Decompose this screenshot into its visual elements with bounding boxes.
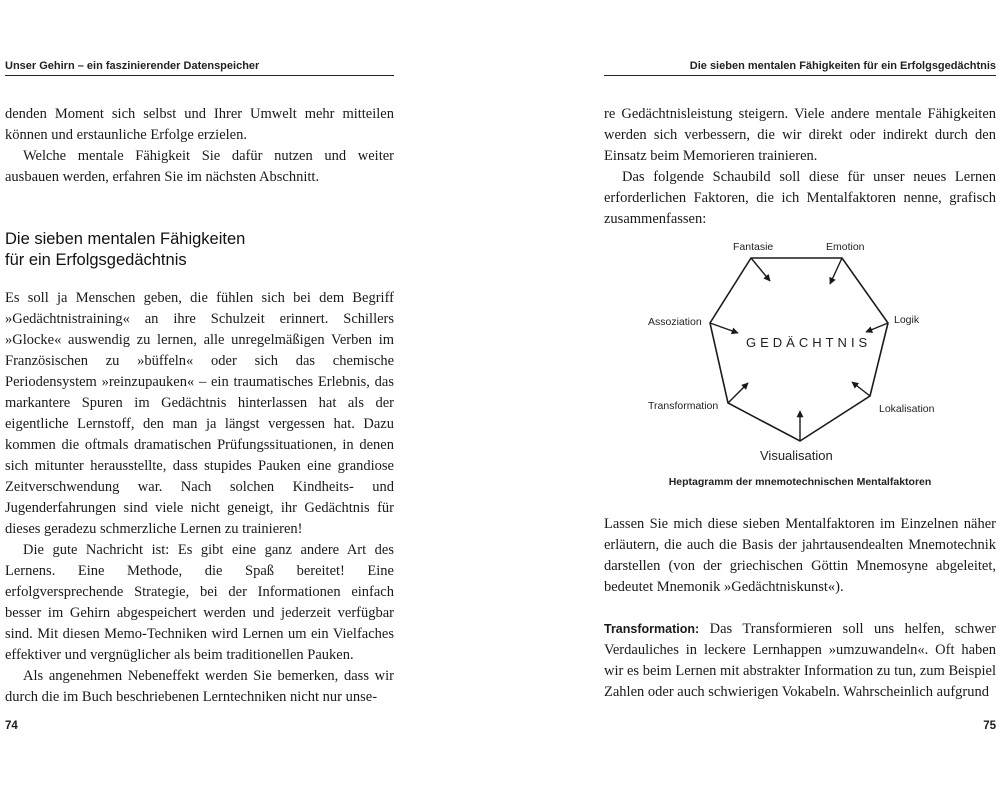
arrow-transformation (728, 383, 748, 403)
arrow-assoziation (710, 323, 738, 333)
intro-text (5, 104, 394, 188)
arrow-lokalisation (852, 382, 870, 396)
paragraph: Die gute Nachricht ist: Es gibt eine ganz andere Art des Lernens. Eine Methode, die Spaß bereitet! Eine erfolgversprechende Strategie, bei der Informationen einfach besser im Gehirn abgespeichert werden und jederzeit verfügbar sind. Mit diesen Memo-Techniken wird Lernen um ein Vielfaches effektiver und vergnüglicher als beim traditionellen Pauken. (5, 542, 394, 663)
label-assoziation: Assoziation (648, 316, 702, 328)
page-number-right: 75 (983, 720, 996, 732)
paragraph: Lassen Sie mich diese sieben Mentalfaktoren im Einzelnen näher erläutern, die auch die Basis der jahrtausendealten Mnemotechnik darstellen (von der griechischen Göttin Mnemosyne abgeleitet, bedeutet Mnemonik »Gedächtniskunst«). (604, 516, 996, 595)
arrow-logik (866, 323, 888, 332)
arrow-fantasie (751, 258, 770, 281)
label-transformation: Transformation (648, 400, 719, 412)
section-heading (5, 229, 394, 271)
heptagram-graphic (630, 236, 990, 472)
label-logik: Logik (894, 314, 920, 326)
arrow-emotion (830, 258, 842, 284)
definition-paragraph (604, 619, 996, 703)
right-page (500, 0, 1000, 800)
section-heading-line1: Die sieben mentalen Fähigkeiten (5, 230, 246, 248)
paragraph: Als angenehmen Nebeneffekt werden Sie bemerken, dass wir durch die im Buch beschriebenen Lerntechniken nicht nur unse- (5, 668, 394, 705)
definition-term: Transformation: (604, 622, 700, 636)
page-number-left: 74 (5, 720, 18, 732)
paragraph: Welche mentale Fähigkeit Sie dafür nutzen und weiter ausbauen werden, erfahren Sie im nächsten Abschnitt. (5, 148, 394, 185)
figure-caption: Heptagramm der mnemotechnischen Mentalfaktoren (668, 476, 932, 488)
label-emotion: Emotion (826, 241, 865, 253)
intro-text-right (604, 104, 996, 230)
label-lokalisation: Lokalisation (879, 403, 935, 415)
body-text-right (604, 514, 996, 703)
label-gedaechtnis: GEDÄCHTNIS (746, 335, 872, 350)
paragraph: denden Moment sich selbst und Ihrer Umwelt mehr mitteilen können und erstaunliche Erfolge erzielen. (5, 106, 394, 143)
paragraph: re Gedächtnisleistung steigern. Viele andere mentale Fähigkeiten werden sich verbessern, die wir direkt oder indirekt durch den Einsatz beim Memorieren trainieren. (604, 106, 996, 164)
definition-text: Das Transformieren soll uns helfen, schwer Verdauliches in leckere Lernhappen »umzuwandeln«. Oft haben wir es beim Lernen mit abstrakter Information zu tun, zum Beispiel Zahlen oder auch schwierigen Vokabeln. Wahrscheinlich aufgrund (604, 621, 996, 700)
running-head-right: Die sieben mentalen Fähigkeiten für ein Erfolgsgedächtnis (604, 60, 996, 76)
label-fantasie: Fantasie (733, 241, 774, 253)
running-head-left: Unser Gehirn – ein faszinierender Datenspeicher (5, 60, 394, 76)
label-visualisation: Visualisation (760, 448, 833, 463)
paragraph: Es soll ja Menschen geben, die fühlen sich bei dem Begriff »Gedächtnistraining« an ihre Schulzeit erinnert. Schillers »Glocke« auswendig zu lernen, alle unregelmäßigen Verben im Französischen zu »büffeln« oder sich das chemische Periodensystem »reinzupauken« – ein traumatisches Erlebnis, das markantere Spuren im Gedächtnis hinterlassen hat als der eigentliche Lernstoff, den man ja längst vergessen hat. Dazu kommen die oftmals dramatischen Prüfungssituationen, in denen sich mitunter herausstellte, dass stupides Pauken eine grandiose Zeitverschwendung war. Nach solchen Kindheits- und Jugenderfahrungen sind viele nicht geneigt, ihr Gedächtnis für dieses geradezu schmerzliche Lernen zu trainieren! (5, 290, 394, 537)
section-heading-line2: für ein Erfolgsgedächtnis (5, 251, 187, 269)
paragraph: Das folgende Schaubild soll diese für unser neues Lernen erforderlichen Faktoren, die ich Mentalfaktoren nenne, grafisch zusammenfassen: (604, 169, 996, 227)
heptagram-diagram (630, 236, 990, 472)
body-text (5, 288, 394, 708)
